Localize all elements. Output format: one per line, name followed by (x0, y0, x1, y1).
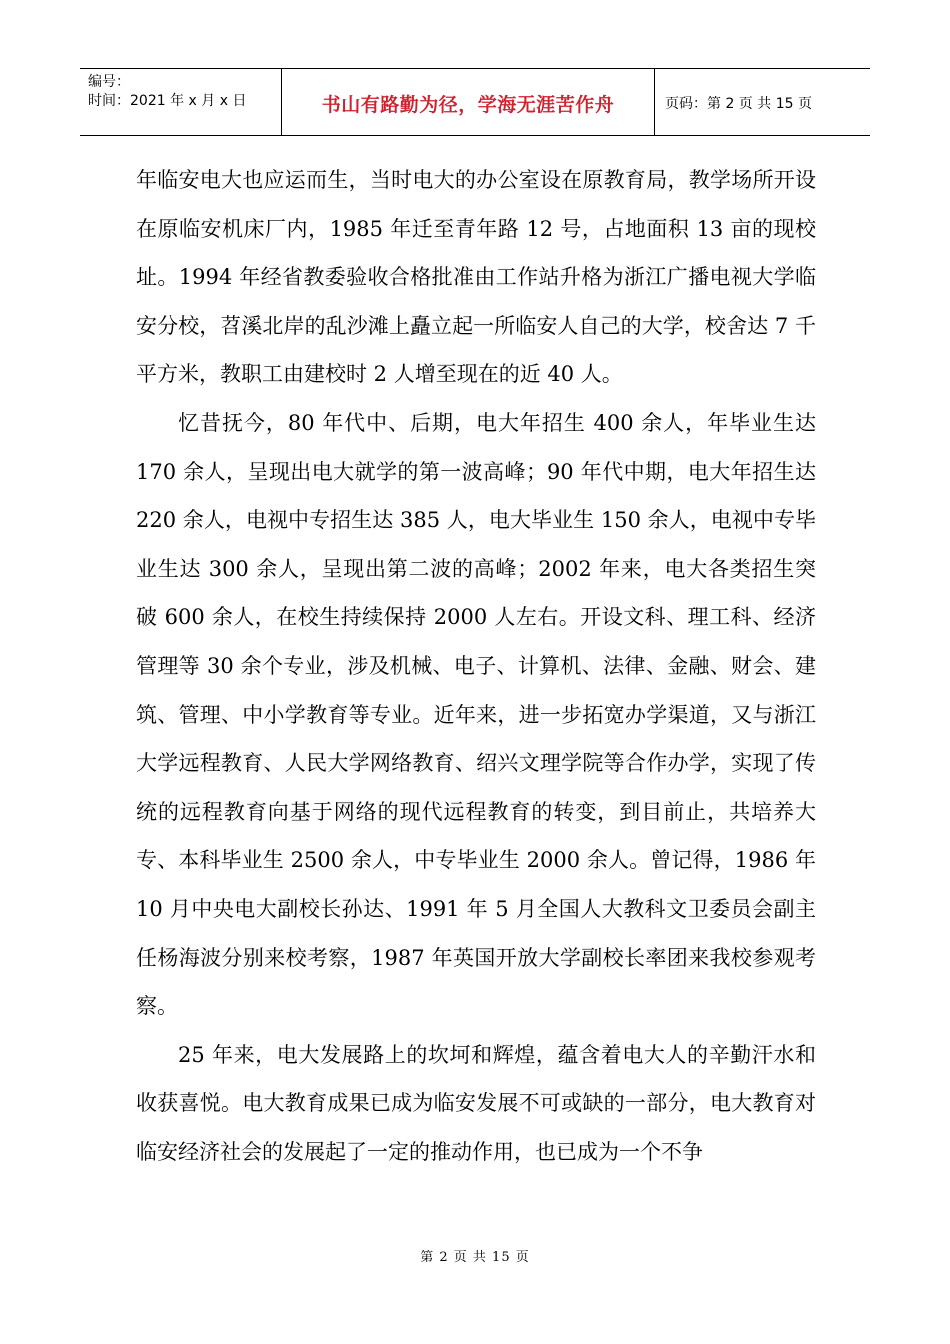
header-page-cell (655, 69, 870, 135)
serial-number-label: 编号： (88, 74, 130, 90)
body-paragraph: 年临安电大也应运而生，当时电大的办公室设在原教育局，教学场所开设在原临安机床厂内，1985 年迁至青年路 12 号，占地面积 13 亩的现校址。1994 年经省教委验收合格批准由工作站升格为浙江广播电视大学临安分校，苕溪北岸的乱沙滩上矗立起一所临安人自己的大学，校舍达 7 千平方米，教职工由建校时 2 人增至现在的近 40 人。 (136, 168, 816, 387)
body-paragraph: 忆昔抚今，80 年代中、后期，电大年招生 400 余人，年毕业生达 170 余人，呈现出电大就学的第一波高峰；90 年代中期，电大年招生达 220 余人，电视中专招生达 385 人，电大毕业生 150 余人，电视中专毕业生达 300 余人，呈现出第二波的高峰；2002 年来，电大各类招生突破 600 余人，在校生持续保持 2000 人左右。开设文科、理工科、经济管理等 30 余个专业，涉及机械、电子、计算机、法律、金融、财会、建筑、管理、中小学教育等专业。近年来，进一步拓宽办学渠道，又与浙江大学远程教育、人民大学网络教育、绍兴文理学院等合作办学，实现了传统的远程教育向基于网络的现代远程教育的转变，到目前止，共培养大专、本科毕业生 2500 余人，中专毕业生 2000 余人。曾记得，1986 年 10 月中央电大副校长孙达、1991 年 5 月全国人大教科文卫委员会副主任杨海波分别来校考察，1987 年英国开放大学副校长率团来我校参观考察。 (136, 410, 816, 1019)
document-body (136, 156, 816, 1176)
header-motto-cell (282, 69, 655, 135)
body-paragraph: 25 年来，电大发展路上的坎坷和辉煌，蕴含着电大人的辛勤汗水和收获喜悦。电大教育成果已成为临安发展不可或缺的一部分，电大教育对临安经济社会的发展起了一定的推动作用，也已成为一个不争 (136, 1042, 816, 1164)
header-motto: 书山有路勤为径，学海无涯苦作舟 (321, 93, 615, 116)
page-footer (0, 1246, 950, 1265)
header-page-number: 页码：第 2 页 共 15 页 (665, 96, 812, 112)
header-meta-cell (80, 69, 282, 135)
date-label: 时间：2021 年 x 月 x 日 (88, 93, 247, 109)
footer-page-number: 第 2 页 共 15 页 (420, 1250, 530, 1265)
document-header (80, 68, 870, 136)
